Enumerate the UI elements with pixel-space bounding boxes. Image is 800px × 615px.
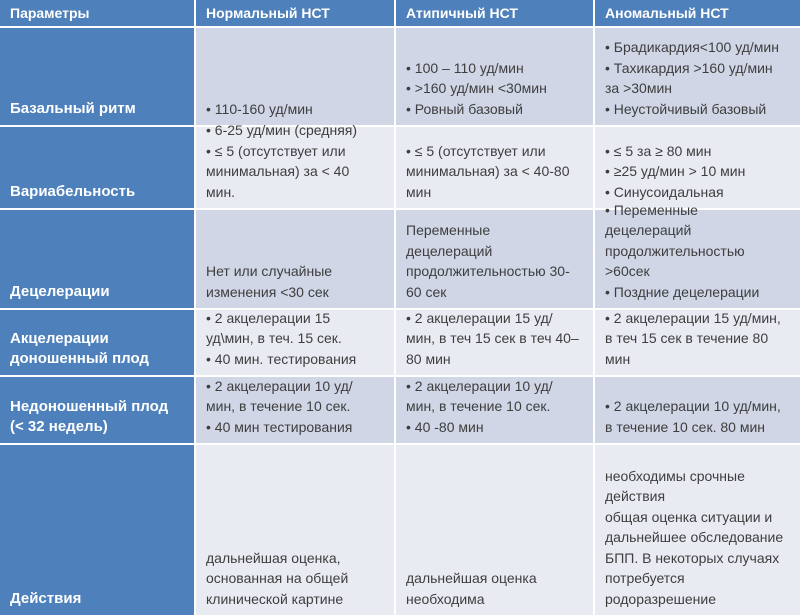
table-cell [595,445,800,615]
table-cell [396,210,593,308]
col-header-parameters: Параметры [0,0,194,26]
col-header-atypical-nst: Атипичный НСТ [396,0,593,26]
cell-paragraph: • Поздние децелерации [605,283,760,300]
table-cell [595,201,800,308]
cell-paragraph: • Тахикардия >160 уд/мин за >30мин [605,59,773,96]
table-cell [396,377,593,443]
table-cell [196,377,394,443]
cell-paragraph: • 40 -80 мин [406,418,484,435]
cell-paragraph: • Переменные децелераций продолжительностью >60сек [605,201,745,279]
table-cell [595,377,800,443]
cell-paragraph: • >160 уд/мин <30мин [406,80,547,96]
col-header-normal-nst: Нормальный НСТ [196,0,394,26]
cell-paragraph: • Неустойчивый базовый [605,100,767,117]
table-cell [196,310,394,375]
row-label: Децелерации [0,210,194,308]
cell-paragraph: • 6-25 уд/мин (средняя) [206,122,358,138]
cell-paragraph: • Брадикардия<100 уд/мин [605,39,779,55]
row-label: Недоношенный плод (< 32 недель) [0,377,194,443]
row-label: Действия [0,445,194,615]
table-cell [396,28,593,125]
table-cell [595,310,800,375]
table-cell [196,445,394,615]
cell-paragraph: • 110-160 уд/мин [206,100,313,117]
cell-paragraph: • 40 мин тестирования [206,418,353,435]
cell-paragraph: • 2 акцелерации 10 уд/мин, в течение 10 сек. [206,377,353,414]
cell-paragraph: • 2 акцелерации 10 уд/мин, в течение 10 сек. 80 мин [605,398,781,435]
cell-paragraph: необходимы срочные действия [605,467,745,504]
cell-paragraph: • 2 акцелерации 15 уд/мин, в теч 15 сек в теч 40–80 мин [406,309,579,367]
row-label: Базальный ритм [0,28,194,125]
cell-paragraph: • ≤ 5 (отсутствует или минимальная) за < 40-80 мин [406,142,570,200]
row-label: Вариабельность [0,127,194,208]
cell-paragraph: общая оценка ситуации и дальнейшее обследование БПП. В некоторых случаях потребуется родоразрешение [605,508,784,607]
cell-paragraph: • 2 акцелерации 15 уд/мин, в теч 15 сек в течение 80 мин [605,309,781,367]
cell-paragraph: • 100 – 110 уд/мин [406,59,524,76]
cell-paragraph: • ≤ 5 за ≥ 80 мин [605,142,712,159]
cell-paragraph: • 40 мин. тестирования [206,350,357,367]
cell-paragraph: • 2 акцелерации 10 уд/мин, в течение 10 сек. [406,377,553,414]
cell-paragraph: дальнейшая оценка, основанная на общей клинической картине [206,549,349,607]
table-cell [595,28,800,125]
cell-paragraph: дальнейшая оценка необходима [406,570,537,607]
table-cell [196,210,394,308]
cell-paragraph: Нет или случайные изменения <30 сек [206,263,333,300]
table-cell [396,445,593,615]
col-header-abnormal-nst: Аномальный НСТ [595,0,800,26]
table-cell [595,127,800,208]
table-cell [396,127,593,208]
cell-paragraph: • Синусоидальная [605,183,724,200]
cell-paragraph: • Ровный базовый [406,100,523,117]
table-cell [196,28,394,125]
row-label: Акцелерации доношенный плод [0,310,194,375]
table-cell [396,310,593,375]
table-cell [196,122,394,208]
cell-paragraph: • ≥25 уд/мин > 10 мин [605,163,746,179]
cell-paragraph: • 2 акцелерации 15 уд\мин, в теч. 15 сек. [206,309,342,346]
cell-paragraph: • ≤ 5 (отсутствует или минимальная) за < 40 мин. [206,142,350,200]
cell-paragraph: Переменные децелераций продолжительностью 30-60 сек [406,222,570,300]
